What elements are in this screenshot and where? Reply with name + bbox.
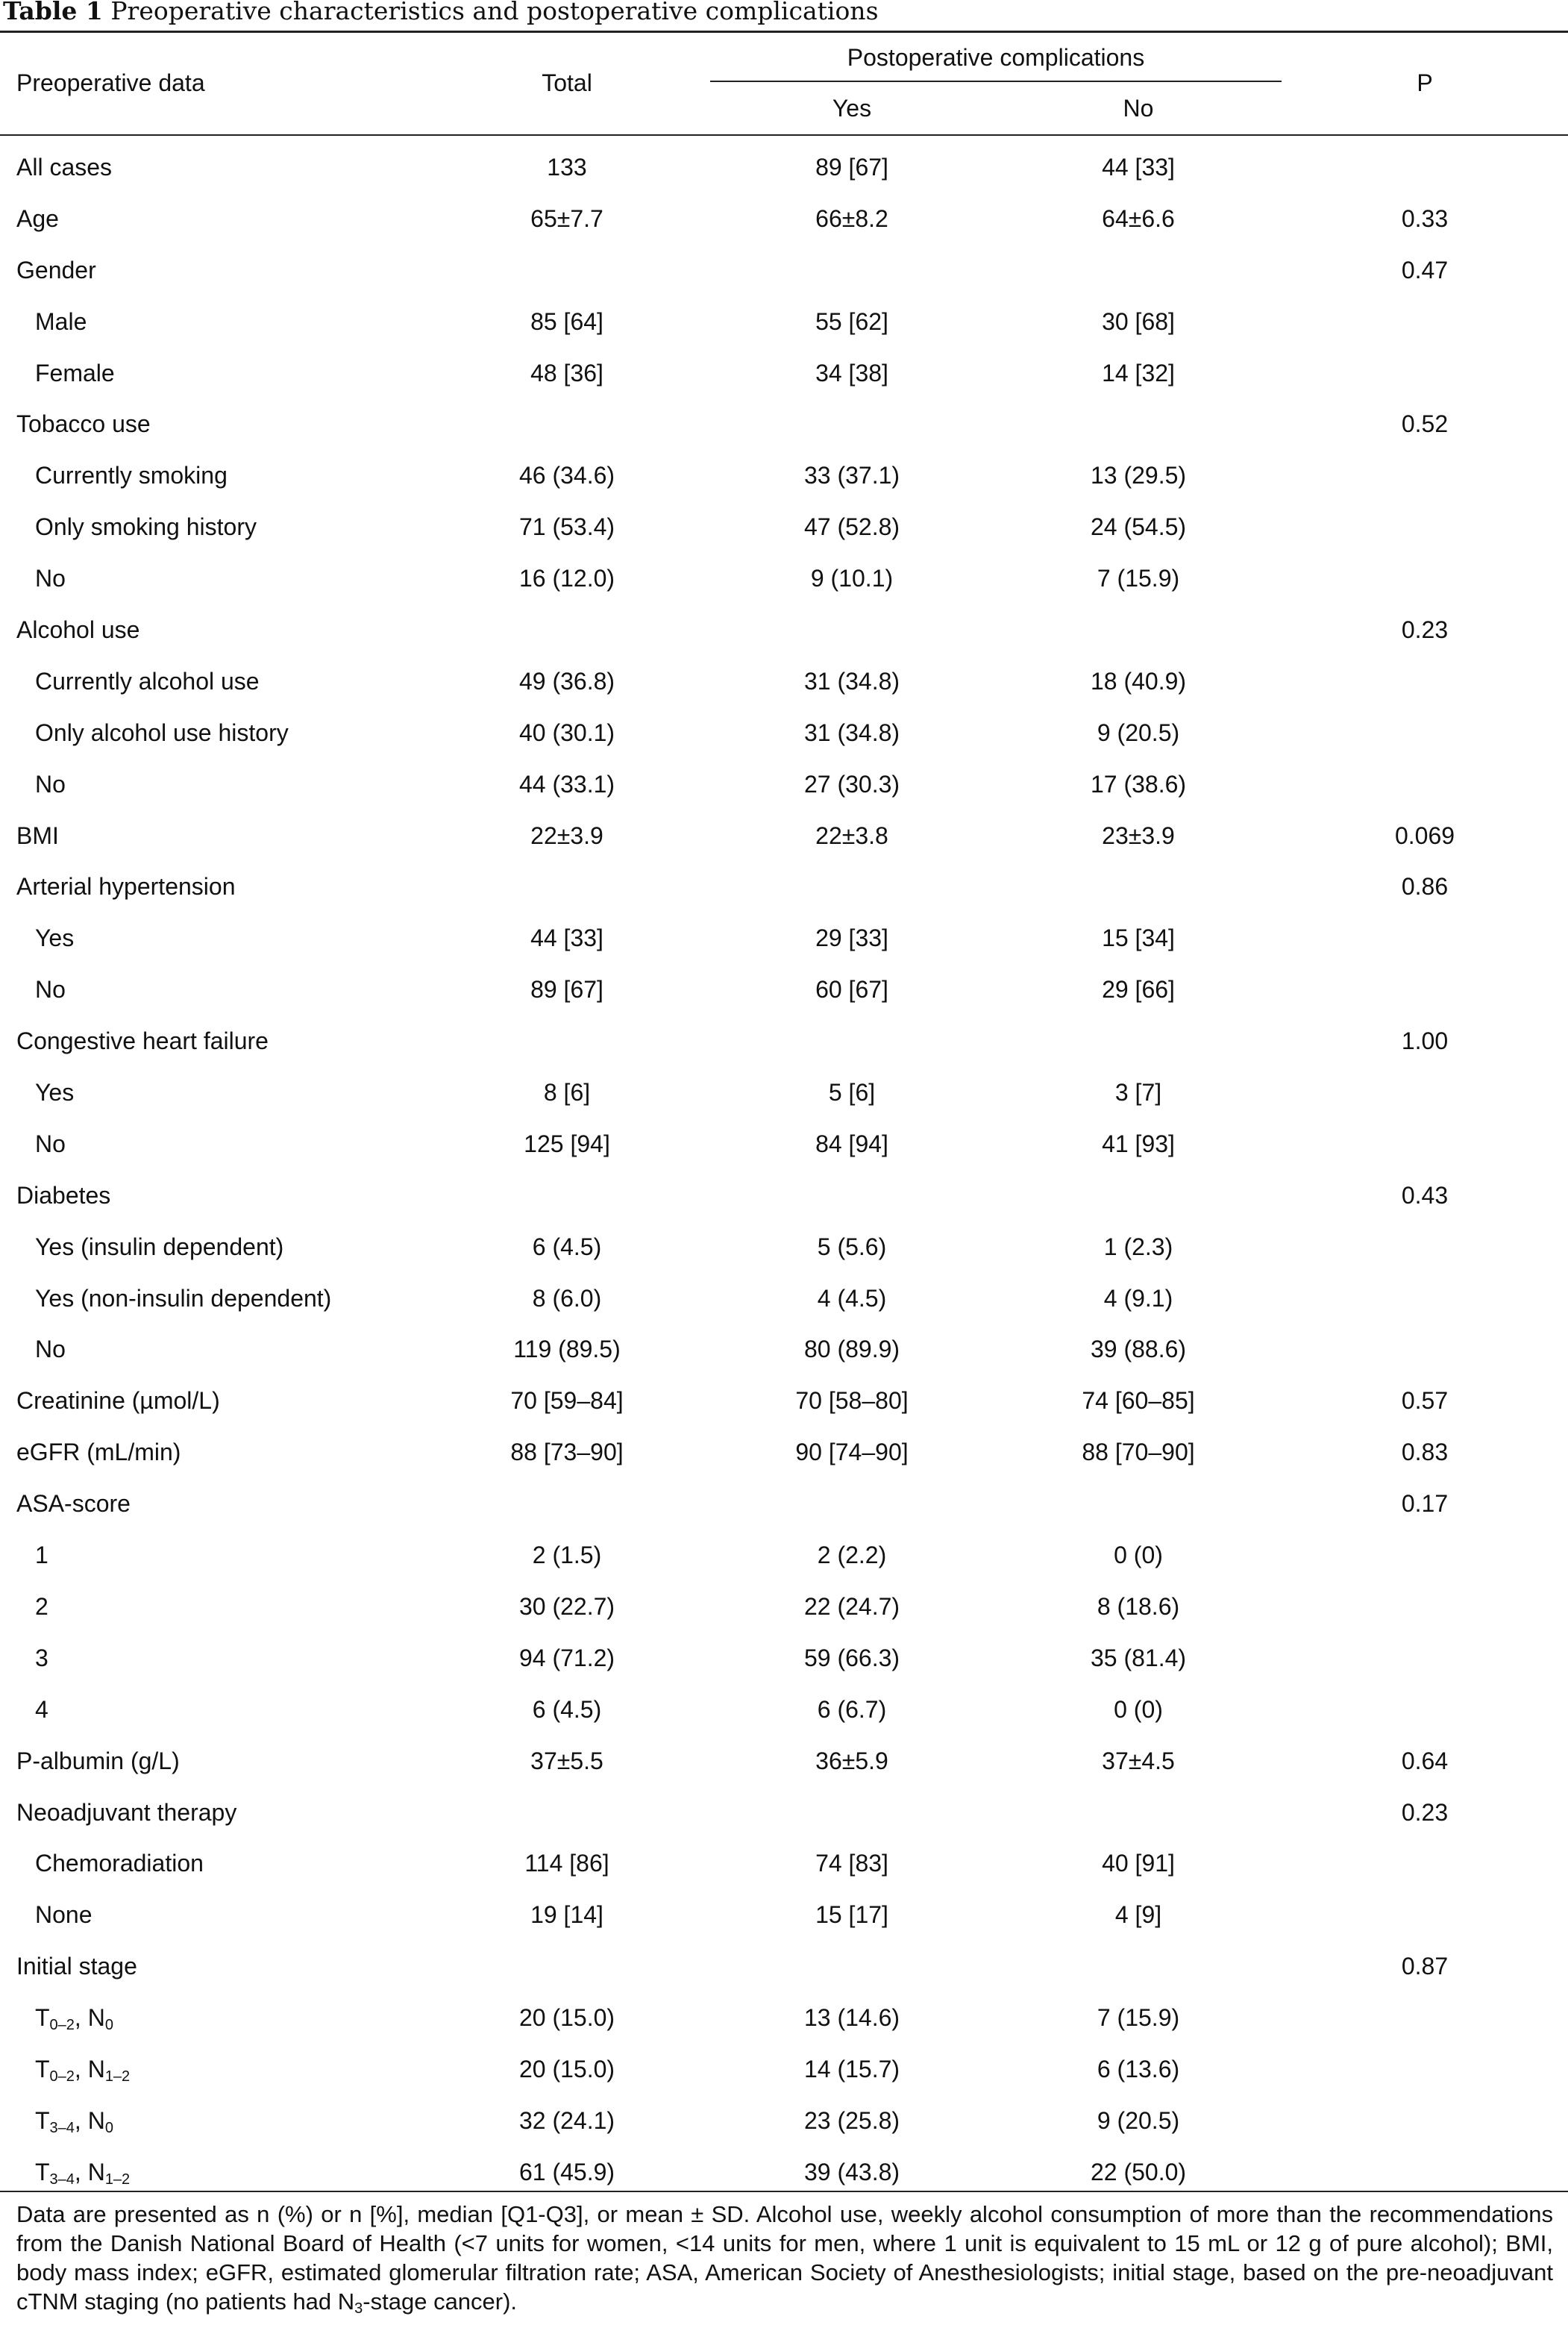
cell-p: 0.47 (1401, 256, 1449, 284)
cell-total: 16 (12.0) (518, 565, 615, 592)
table-footnote (16, 2200, 1553, 2316)
cell-no: 40 [91] (1102, 1850, 1175, 1877)
cell-yes: 70 [58–80] (795, 1387, 909, 1415)
cell-yes: 22 (24.7) (803, 1592, 900, 1620)
cell-yes: 60 [67] (815, 976, 888, 1004)
row-label: Congestive heart failure (16, 1027, 269, 1055)
table-row (0, 1174, 1568, 1225)
cell-yes: 59 (66.3) (803, 1644, 900, 1671)
cell-no: 29 [66] (1102, 976, 1175, 1004)
top-rule (0, 31, 1568, 33)
header-yes: Yes (832, 95, 872, 122)
cell-total: 40 (30.1) (518, 719, 615, 746)
cell-total: 8 (6.0) (532, 1284, 602, 1312)
cell-yes: 34 [38] (815, 359, 888, 387)
cell-no: 24 (54.5) (1090, 513, 1187, 541)
cell-p: 0.17 (1401, 1490, 1449, 1518)
table-row (0, 2047, 1568, 2099)
cell-no: 13 (29.5) (1090, 462, 1187, 489)
cell-total: 125 [94] (524, 1130, 610, 1157)
cell-p: 1.00 (1401, 1027, 1449, 1055)
cell-no: 8 (18.6) (1097, 1592, 1180, 1620)
table-row (0, 1379, 1568, 1430)
cell-yes: 22±3.8 (815, 822, 888, 849)
cell-p: 0.33 (1401, 204, 1449, 232)
row-label: Alcohol use (16, 616, 140, 644)
table-row (0, 660, 1568, 711)
header-rule (0, 134, 1568, 136)
cell-total: 61 (45.9) (518, 2158, 615, 2185)
cell-yes: 90 [74–90] (795, 1439, 909, 1466)
cell-total: 70 [59–84] (510, 1387, 624, 1415)
cell-total: 20 (15.0) (518, 2055, 615, 2083)
cell-p: 0.069 (1394, 822, 1455, 849)
header-postoperative-complications: Postoperative complications (847, 44, 1145, 71)
table-row (0, 2150, 1568, 2202)
table-row (0, 557, 1568, 608)
cell-no: 9 (20.5) (1097, 719, 1180, 746)
cell-total: 85 [64] (530, 307, 603, 335)
cell-yes: 5 [6] (828, 1079, 876, 1107)
cell-no: 41 [93] (1102, 1130, 1175, 1157)
cell-total: 44 (33.1) (518, 770, 615, 798)
table-row (0, 351, 1568, 403)
cell-total: 22±3.9 (530, 822, 603, 849)
cell-yes: 36±5.9 (815, 1747, 888, 1774)
table-row (0, 1893, 1568, 1944)
cell-p: 0.23 (1401, 616, 1449, 644)
cell-yes: 47 (52.8) (803, 513, 900, 541)
table-row (0, 865, 1568, 916)
cell-p: 0.57 (1401, 1387, 1449, 1415)
cell-yes: 4 (4.5) (817, 1284, 887, 1312)
cell-no: 7 (15.9) (1097, 565, 1180, 592)
table-row (0, 402, 1568, 454)
table-caption-label: Table 1 (3, 0, 103, 25)
cell-no: 39 (88.6) (1090, 1336, 1187, 1363)
row-label: Yes (35, 924, 75, 952)
table-row (0, 968, 1568, 1019)
cell-yes: 74 [83] (815, 1850, 888, 1877)
footnote-text: Data are presented as n (%) or n [%], median [Q1-Q3], or mean ± SD. Alcohol use, weekly alcohol consumption of more than the recommendations from the Danish National Board of Health (<7 units for women, <14 units for men, where 1 unit is equivalent to 15 mL or 12 g of pure alcohol); BMI, body mass index; eGFR, estimated glomerular filtration rate; ASA, American Society of Anesthesiologists; initial stage, based on the pre-neoadjuvant cTNM staging (no patients had N (16, 2201, 1553, 2315)
row-label: Diabetes (16, 1181, 111, 1209)
cell-total: 48 [36] (530, 359, 603, 387)
row-label: 4 (35, 1695, 48, 1723)
cell-total: 20 (15.0) (518, 2004, 615, 2032)
cell-no: 17 (38.6) (1090, 770, 1187, 798)
footnote-text-end: -stage cancer). (363, 2288, 518, 2315)
cell-yes: 2 (2.2) (817, 1542, 887, 1569)
row-label: $T_{0-2}$, $N_{1-2}$ (35, 2055, 131, 2085)
table-row (0, 1327, 1568, 1379)
cell-total: 37±5.5 (530, 1747, 603, 1774)
table-row (0, 1688, 1568, 1739)
cell-no: 0 (0) (1114, 1695, 1163, 1723)
cell-yes: 80 (89.9) (803, 1336, 900, 1363)
cell-no: 9 (20.5) (1097, 2106, 1180, 2134)
row-label: $T_{3-4}$, $N_{1-2}$ (35, 2158, 131, 2188)
row-label: 2 (35, 1592, 48, 1620)
cell-yes: 31 (34.8) (803, 719, 900, 746)
table-body (0, 145, 1568, 2202)
cell-total: 46 (34.6) (518, 462, 615, 489)
cell-no: 0 (0) (1114, 1542, 1163, 1569)
cell-total: 94 (71.2) (518, 1644, 615, 1671)
row-label: Yes (non-insulin dependent) (35, 1284, 332, 1312)
row-label: eGFR (mL/min) (16, 1439, 181, 1466)
cell-p: 0.86 (1401, 873, 1449, 901)
table-row (0, 454, 1568, 505)
cell-no: 1 (2.3) (1103, 1233, 1173, 1260)
cell-total: 133 (547, 154, 587, 181)
table-row (0, 1996, 1568, 2047)
row-label: No (35, 1336, 66, 1363)
cell-total: 19 [14] (530, 1901, 603, 1929)
row-label: All cases (16, 154, 113, 181)
group-underline (710, 81, 1282, 82)
cell-total: 8 [6] (543, 1079, 591, 1107)
cell-no: 74 [60–85] (1082, 1387, 1195, 1415)
cell-total: 30 (22.7) (518, 1592, 615, 1620)
cell-p: 0.64 (1401, 1747, 1449, 1774)
row-label: ASA-score (16, 1490, 131, 1518)
cell-yes: 33 (37.1) (803, 462, 900, 489)
table-row (0, 1225, 1568, 1277)
cell-total: 44 [33] (530, 924, 603, 952)
cell-no: 30 [68] (1102, 307, 1175, 335)
cell-yes: 23 (25.8) (803, 2106, 900, 2134)
cell-no: 64±6.6 (1102, 204, 1175, 232)
cell-total: 2 (1.5) (532, 1542, 602, 1569)
row-label: Gender (16, 256, 96, 284)
header-p: P (1417, 69, 1433, 96)
row-label: No (35, 976, 66, 1004)
cell-total: 89 [67] (530, 976, 603, 1004)
row-label: No (35, 565, 66, 592)
cell-yes: 66±8.2 (815, 204, 888, 232)
cell-no: 14 [32] (1102, 359, 1175, 387)
table-row (0, 1277, 1568, 1328)
table-row (0, 608, 1568, 660)
row-label: $T_{0-2}$, $N_0$ (35, 2004, 113, 2034)
cell-no: 88 [70–90] (1082, 1439, 1195, 1466)
row-label: Yes (35, 1079, 75, 1107)
bottom-rule (0, 2191, 1568, 2192)
table-row (0, 2099, 1568, 2150)
table-row (0, 197, 1568, 248)
row-label: Initial stage (16, 1953, 137, 1980)
table-caption (3, 0, 879, 30)
cell-no: 23±3.9 (1102, 822, 1175, 849)
header-total: Total (542, 69, 592, 96)
cell-no: 35 (81.4) (1090, 1644, 1187, 1671)
row-label: Female (35, 359, 115, 387)
row-label: Only alcohol use history (35, 719, 289, 746)
cell-yes: 55 [62] (815, 307, 888, 335)
row-label: Age (16, 204, 59, 232)
row-label: No (35, 1130, 66, 1157)
cell-no: 37±4.5 (1102, 1747, 1175, 1774)
cell-no: 18 (40.9) (1090, 667, 1187, 695)
row-label: Neoadjuvant therapy (16, 1798, 237, 1826)
cell-yes: 14 (15.7) (803, 2055, 900, 2083)
cell-yes: 29 [33] (815, 924, 888, 952)
cell-p: 0.87 (1401, 1953, 1449, 1980)
table-row (0, 1071, 1568, 1122)
cell-yes: 84 [94] (815, 1130, 888, 1157)
cell-total: 6 (4.5) (532, 1233, 602, 1260)
cell-total: 88 [73–90] (510, 1439, 624, 1466)
table-row (0, 1841, 1568, 1893)
table-row (0, 763, 1568, 814)
table-row (0, 1122, 1568, 1174)
header-preoperative-data: Preoperative data (16, 69, 205, 96)
cell-yes: 27 (30.3) (803, 770, 900, 798)
cell-yes: 13 (14.6) (803, 2004, 900, 2032)
cell-no: 22 (50.0) (1090, 2158, 1187, 2185)
cell-p: 0.83 (1401, 1439, 1449, 1466)
cell-yes: 31 (34.8) (803, 667, 900, 695)
row-label: P-albumin (g/L) (16, 1747, 180, 1774)
cell-yes: 89 [67] (815, 154, 888, 181)
cell-total: 49 (36.8) (518, 667, 615, 695)
table-row (0, 505, 1568, 557)
cell-yes: 6 (6.7) (817, 1695, 887, 1723)
table-row (0, 300, 1568, 351)
cell-total: 71 (53.4) (518, 513, 615, 541)
cell-yes: 9 (10.1) (810, 565, 894, 592)
row-label: $T_{3-4}$, $N_0$ (35, 2106, 113, 2136)
cell-total: 114 [86] (524, 1850, 609, 1877)
row-label: 3 (35, 1644, 48, 1671)
table-row (0, 1533, 1568, 1585)
cell-no: 4 [9] (1114, 1901, 1162, 1929)
cell-total: 119 (89.5) (513, 1336, 621, 1363)
row-label: Currently alcohol use (35, 667, 260, 695)
row-label: 1 (35, 1542, 48, 1569)
cell-no: 6 (13.6) (1097, 2055, 1180, 2083)
row-label: Tobacco use (16, 410, 151, 438)
cell-yes: 5 (5.6) (817, 1233, 887, 1260)
cell-no: 15 [34] (1102, 924, 1175, 952)
cell-p: 0.52 (1401, 410, 1449, 438)
table-row (0, 1430, 1568, 1482)
row-label: No (35, 770, 66, 798)
cell-no: 4 (9.1) (1103, 1284, 1173, 1312)
footnote-subscript: 3 (354, 2300, 363, 2317)
table-row (0, 916, 1568, 968)
cell-total: 32 (24.1) (518, 2106, 615, 2134)
row-label: BMI (16, 822, 59, 849)
row-label: Chemoradiation (35, 1850, 204, 1877)
table-row (0, 145, 1568, 197)
row-label: Yes (insulin dependent) (35, 1233, 284, 1260)
table-row (0, 1944, 1568, 1996)
cell-no: 7 (15.9) (1097, 2004, 1180, 2032)
cell-p: 0.23 (1401, 1798, 1449, 1826)
row-label: None (35, 1901, 92, 1929)
table-row (0, 1019, 1568, 1071)
row-label: Creatinine (µmol/L) (16, 1387, 220, 1415)
cell-total: 65±7.7 (530, 204, 603, 232)
cell-yes: 39 (43.8) (803, 2158, 900, 2185)
table-row (0, 1585, 1568, 1636)
header-no: No (1123, 95, 1154, 122)
table-row (0, 1636, 1568, 1688)
table-row (0, 1482, 1568, 1533)
table-caption-title: Preoperative characteristics and postoperative complications (110, 0, 879, 25)
row-label: Currently smoking (35, 462, 228, 489)
row-label: Only smoking history (35, 513, 257, 541)
cell-no: 44 [33] (1102, 154, 1175, 181)
table-row (0, 711, 1568, 763)
table-row (0, 248, 1568, 300)
row-label: Arterial hypertension (16, 873, 236, 901)
table-row (0, 814, 1568, 866)
cell-p: 0.43 (1401, 1181, 1449, 1209)
cell-no: 3 [7] (1114, 1079, 1162, 1107)
cell-yes: 15 [17] (815, 1901, 888, 1929)
table-row (0, 1739, 1568, 1791)
cell-total: 6 (4.5) (532, 1695, 602, 1723)
row-label: Male (35, 307, 87, 335)
table-row (0, 1791, 1568, 1842)
